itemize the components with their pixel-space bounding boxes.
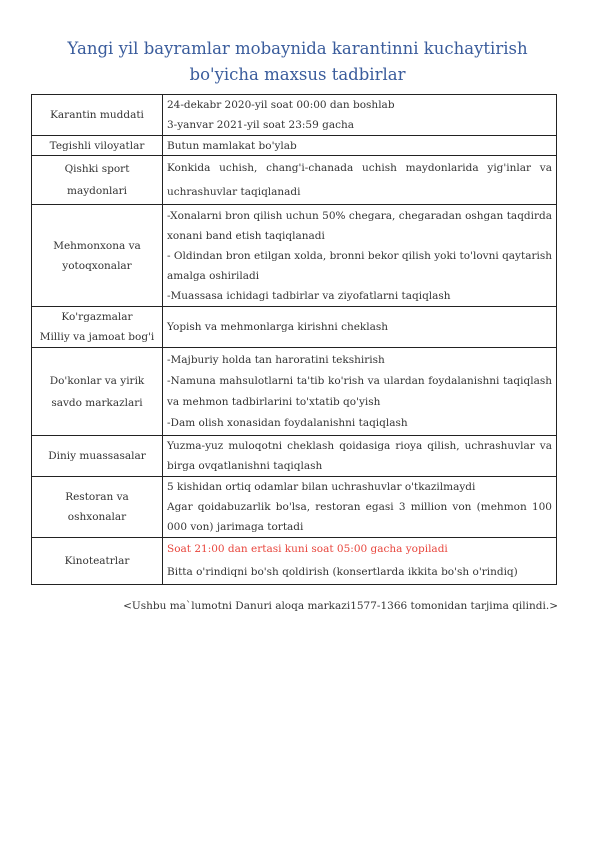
row-value xyxy=(163,156,557,205)
row-value xyxy=(163,205,557,307)
value-line: -Dam olish xonasidan foydalanishni taqiqlash xyxy=(167,416,408,429)
value-line: -Muassasa ichidagi tadbirlar va ziyofatlarni taqiqlash xyxy=(167,289,451,302)
row-label xyxy=(32,95,163,136)
title-line-1: Yangi yil bayramlar mobaynida karantinni kuchaytirish xyxy=(67,39,528,58)
label-line: Tegishli viloyatlar xyxy=(49,139,145,152)
label-line: Kinoteatrlar xyxy=(64,555,130,567)
label-line: Restoran va xyxy=(65,491,129,503)
value-line: Bitta o'rindiqni bo'sh qoldirish (konsertlarda ikkita bo'sh o'rindiq) xyxy=(167,566,518,578)
title-line-2: bo'yicha maxsus tadbirlar xyxy=(189,65,406,84)
row-label xyxy=(32,156,163,205)
row-value xyxy=(163,477,557,538)
value-line-highlighted: Soat 21:00 dan ertasi kuni soat 05:00 gacha yopiladi xyxy=(167,543,448,555)
table-row xyxy=(32,307,557,348)
table-row xyxy=(32,436,557,477)
value-line: Agar qoidabuzarlik bo'lsa, restoran egasi 3 million von (mehmon 100 000 von) jarimaga tortadi xyxy=(167,501,552,533)
label-line: Mehmonxona va xyxy=(53,239,141,252)
quarantine-measures-table xyxy=(31,94,557,585)
label-line: maydonlari xyxy=(67,185,127,197)
value-line: Konkida uchish, chang'i-chanada uchish maydonlarida yig'inlar va uchrashuvlar taqiqlanadi xyxy=(167,162,552,198)
label-line: savdo markazlari xyxy=(51,396,143,409)
row-value xyxy=(163,95,557,136)
value-line: -Namuna mahsulotlarni ta'tib ko'rish va ulardan foydalanishni taqiqlash va mehmon tadbirlarini to'xtatib qo'yish xyxy=(167,374,552,408)
table-row xyxy=(32,205,557,307)
row-value xyxy=(163,348,557,436)
table-row xyxy=(32,136,557,156)
label-line: Milliy va jamoat bog'i xyxy=(39,331,155,343)
row-value xyxy=(163,136,557,156)
table-row xyxy=(32,156,557,205)
row-value xyxy=(163,538,557,585)
row-label xyxy=(32,307,163,348)
table-row xyxy=(32,348,557,436)
label-line: Diniy muassasalar xyxy=(48,450,146,462)
label-line: Do'konlar va yirik xyxy=(49,374,145,387)
table-row xyxy=(32,477,557,538)
label-line: Karantin muddati xyxy=(50,109,144,121)
value-line: Yopish va mehmonlarga kirishni cheklash xyxy=(167,321,389,333)
row-value xyxy=(163,307,557,348)
table-row xyxy=(32,538,557,585)
row-label xyxy=(32,205,163,307)
translation-note: <Ushbu ma`lumotni Danuri aloqa markazi1577-1366 tomonidan tarjima qilindi.> xyxy=(123,600,558,612)
table-row xyxy=(32,95,557,136)
value-line: 24-dekabr 2020-yil soat 00:00 dan boshlab xyxy=(167,99,395,111)
value-line: Yuzma-yuz muloqotni cheklash qoidasiga rioya qilish, uchrashuvlar va birga ovqatlanishni taqiqlash xyxy=(167,440,552,472)
row-label xyxy=(32,538,163,585)
label-line: yotoqxonalar xyxy=(62,259,132,272)
row-label xyxy=(32,348,163,436)
value-line: 3-yanvar 2021-yil soat 23:59 gacha xyxy=(167,119,354,131)
label-line: Qishki sport xyxy=(64,163,130,175)
row-label xyxy=(32,477,163,538)
label-line: oshxonalar xyxy=(67,511,127,523)
value-line: Butun mamlakat bo'ylab xyxy=(167,139,297,152)
value-line: 5 kishidan ortiq odamlar bilan uchrashuvlar o'tkazilmaydi xyxy=(167,481,476,493)
value-line: -Majburiy holda tan haroratini tekshirish xyxy=(167,353,385,366)
value-line: -Xonalarni bron qilish uchun 50% chegara, chegaradan oshgan taqdirda xonani band etish taqiqlanadi xyxy=(167,209,552,242)
row-label xyxy=(32,436,163,477)
value-line: - Oldindan bron etilgan xolda, bronni bekor qilish yoki to'lovni qaytarish amalga oshiriladi xyxy=(167,249,552,282)
row-value xyxy=(163,436,557,477)
document-title xyxy=(0,36,595,88)
row-label xyxy=(32,136,163,156)
label-line: Ko'rgazmalar xyxy=(61,311,133,323)
